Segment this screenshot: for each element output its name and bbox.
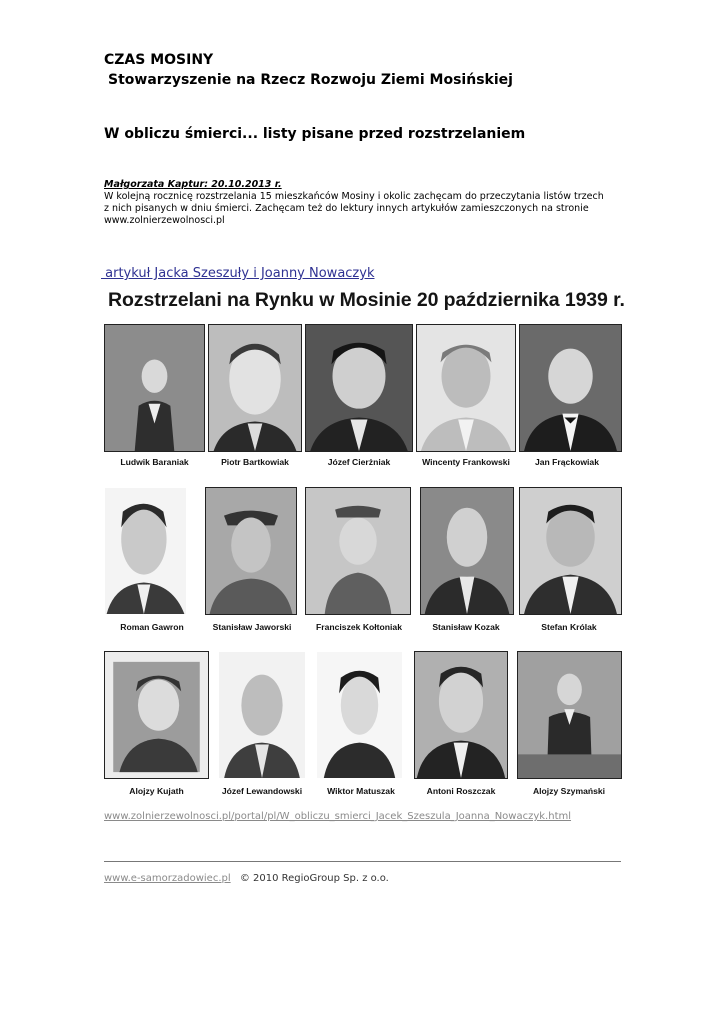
portrait-caption: Roman Gawron — [120, 622, 184, 632]
portrait-caption: Józef Cierżniak — [327, 457, 391, 467]
portrait-photo — [205, 487, 297, 615]
portrait-caption: Wincenty Frankowski — [422, 457, 510, 467]
footer-site-link[interactable]: www.e-samorzadowiec.pl — [104, 873, 231, 884]
portrait-caption: Stefan Królak — [541, 622, 597, 632]
portrait-photo — [104, 324, 205, 452]
copyright: © 2010 RegioGroup Sp. z o.o. — [239, 873, 389, 884]
portrait-photo — [416, 324, 516, 452]
portrait-caption: Jan Frąckowiak — [534, 457, 599, 467]
body-line: z nich pisanych w dniu śmierci. Zachęcam też do lektury innych artykułów zamieszczonych na stronie — [104, 203, 589, 214]
portrait-photo — [104, 651, 209, 779]
portrait-photo — [104, 487, 187, 615]
portrait-caption: Alojzy Kujath — [129, 786, 184, 796]
portrait-photo — [414, 651, 508, 779]
portrait-caption: Stanisław Jaworski — [212, 622, 292, 632]
portrait-photo — [316, 651, 403, 779]
portrait-photo — [519, 324, 622, 452]
portrait-caption: Antoni Roszczak — [426, 786, 496, 796]
footer-divider — [104, 861, 621, 862]
body-line: W kolejną rocznicę rozstrzelania 15 mieszkańców Mosiny i okolic zachęcam do przeczytania listów trzech — [104, 191, 604, 202]
portrait-photo — [519, 487, 622, 615]
portrait-caption: Piotr Bartkowiak — [221, 457, 289, 467]
portrait-photo — [517, 651, 622, 779]
portrait-photo — [420, 487, 514, 615]
portrait-photo — [208, 324, 302, 452]
portrait-caption: Wiktor Matuszak — [327, 786, 395, 796]
banner-title: Rozstrzelani na Rynku w Mosinie 20 października 1939 r. — [108, 289, 625, 311]
source-url-link[interactable]: www.zolnierzewolnosci.pl/portal/pl/W_obliczu_smierci_Jacek_Szeszula_Joanna_Nowaczyk.html — [104, 811, 572, 822]
portrait-caption: Alojzy Szymański — [532, 786, 606, 796]
portrait-caption: Stanisław Kozak — [432, 622, 500, 632]
portrait-caption: Józef Lewandowski — [221, 786, 303, 796]
body-line: www.zolnierzewolnosci.pl — [104, 215, 225, 226]
site-title: CZAS MOSINY — [104, 52, 214, 68]
portrait-photo — [305, 487, 411, 615]
portrait-photo — [305, 324, 413, 452]
byline: Małgorzata Kaptur: 20.10.2013 r. — [104, 179, 282, 190]
article-title: W obliczu śmierci... listy pisane przed rozstrzelaniem — [104, 126, 526, 142]
portrait-caption: Franciszek Kołtoniak — [316, 622, 402, 632]
portrait-photo — [218, 651, 306, 779]
org-name: Stowarzyszenie na Rzecz Rozwoju Ziemi Mosińskiej — [108, 72, 513, 88]
portrait-caption: Ludwik Baraniak — [120, 457, 189, 467]
footer — [104, 873, 389, 884]
article-link[interactable]: artykuł Jacka Szeszuły i Joanny Nowaczyk — [101, 266, 375, 281]
